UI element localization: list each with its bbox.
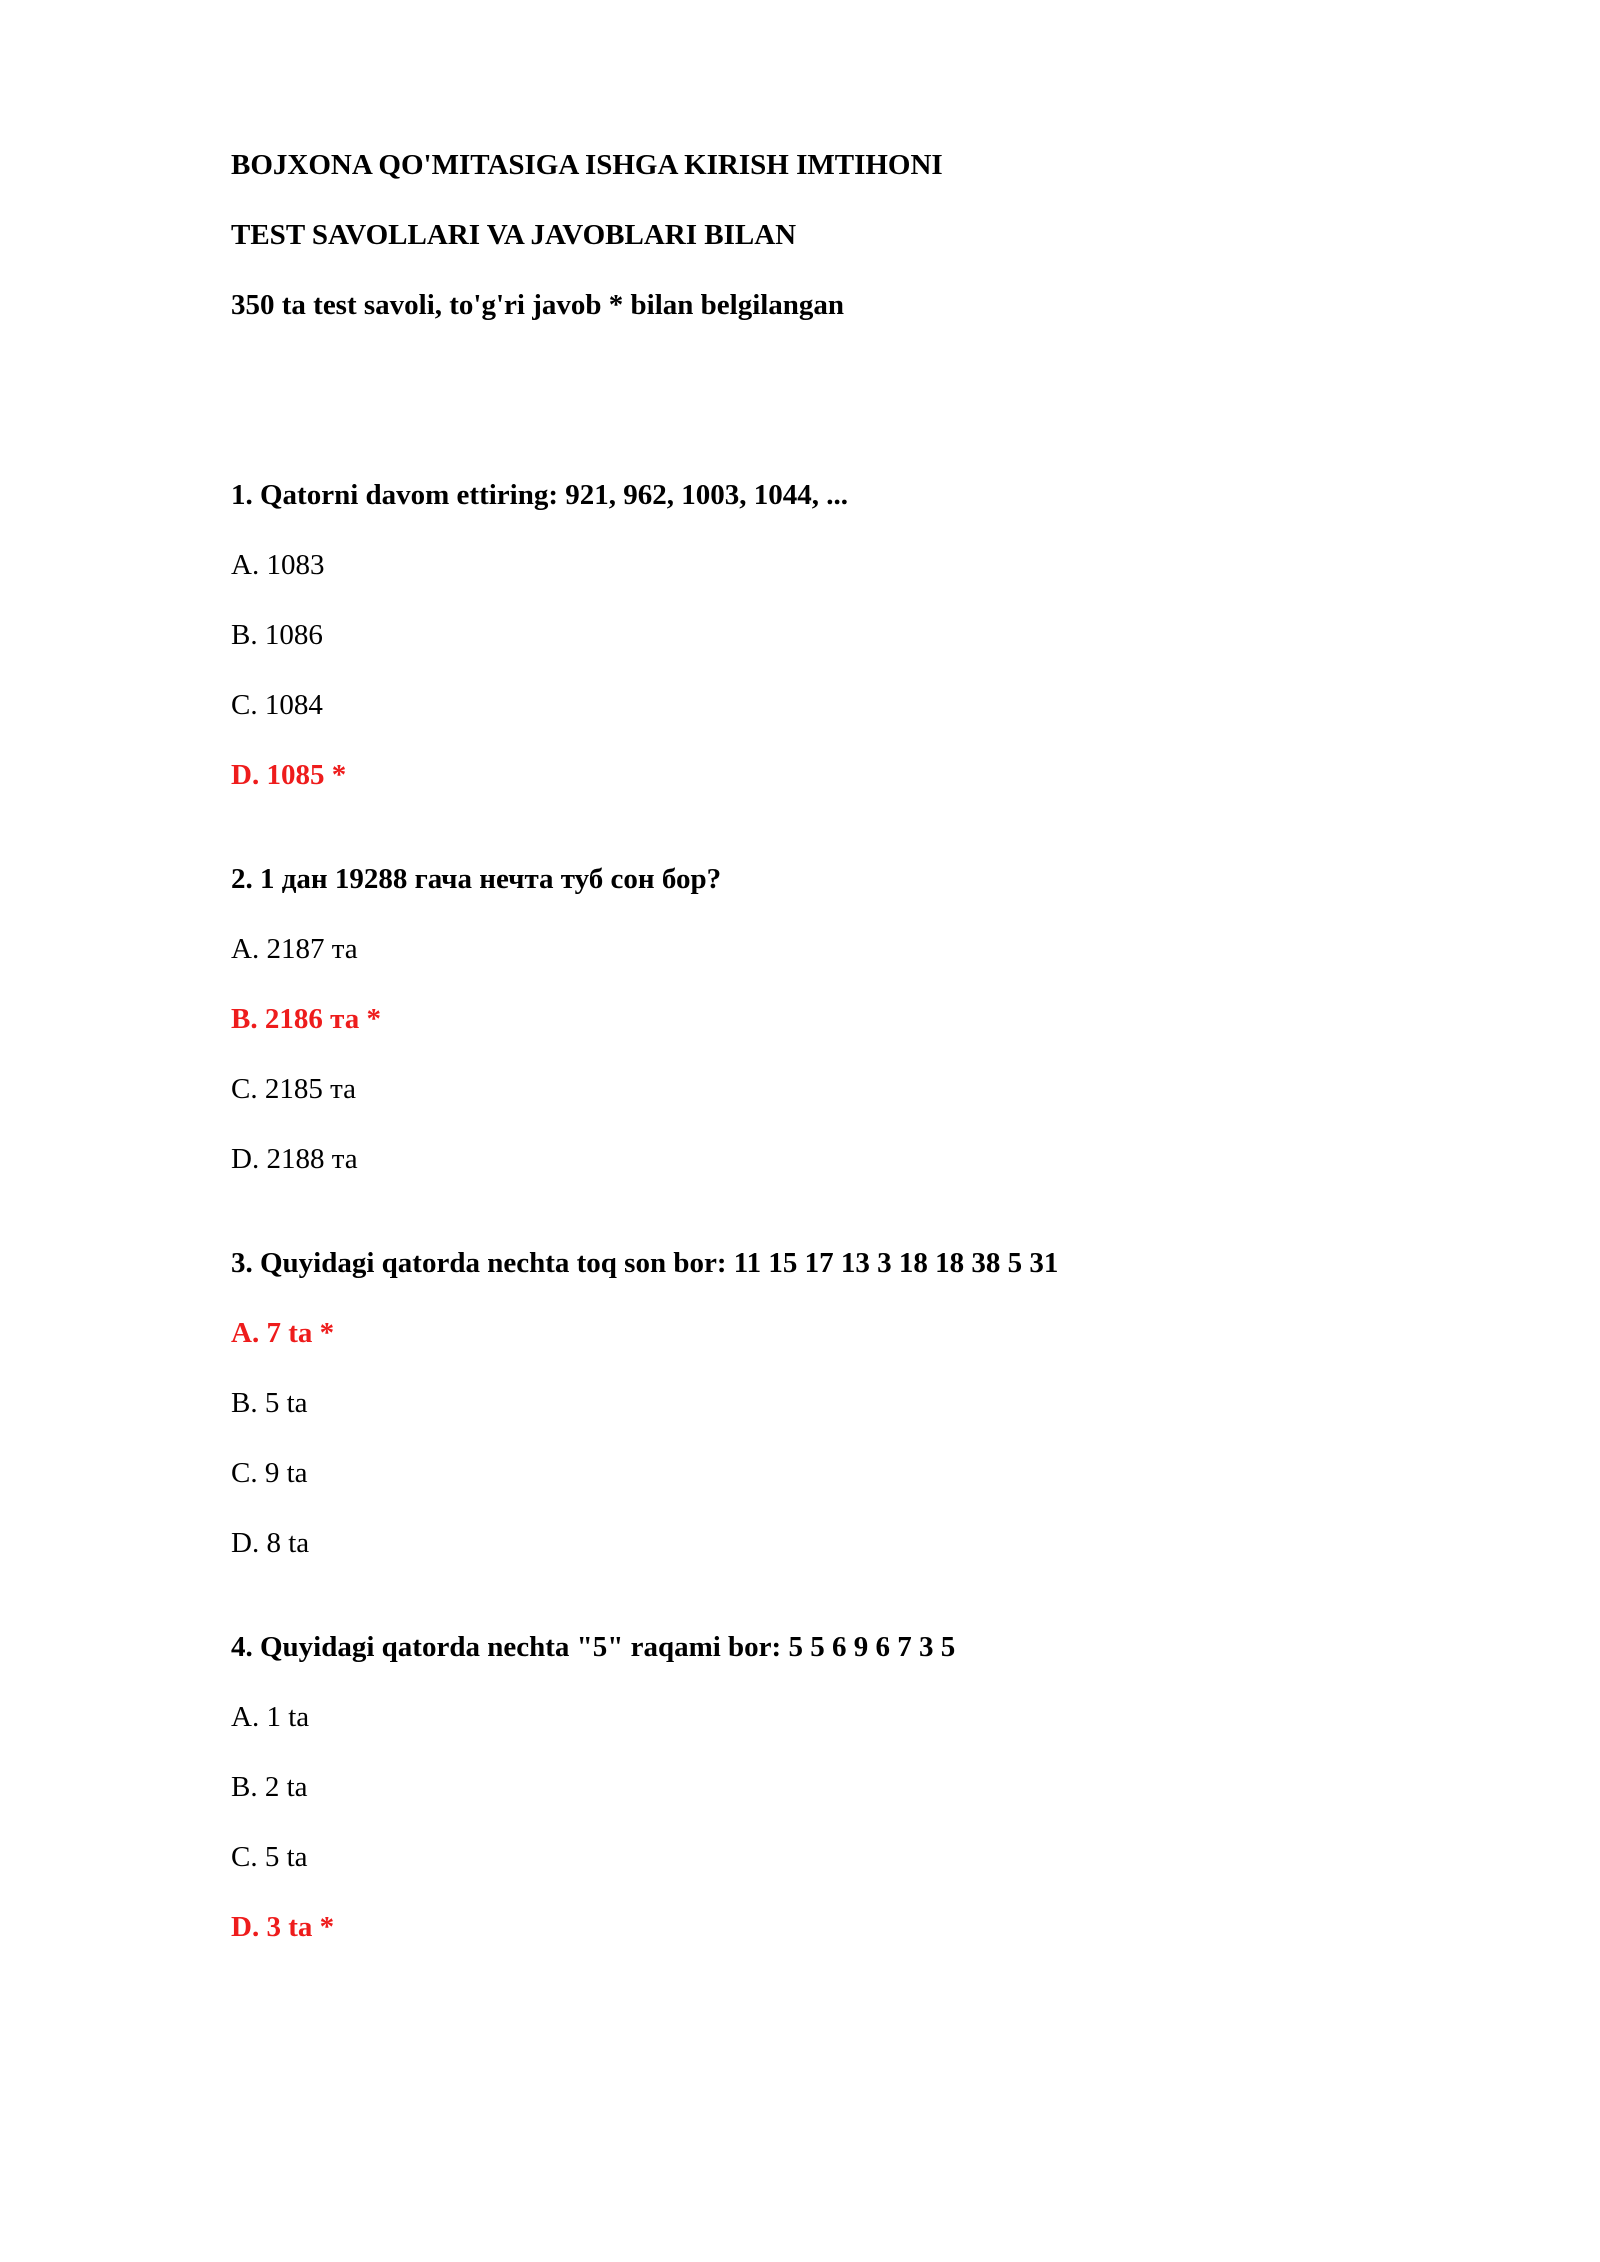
correct-answer-option: B. 2186 та * bbox=[231, 1003, 381, 1035]
document-page bbox=[231, 148, 1431, 1944]
answer-option: B. 5 ta bbox=[231, 1387, 308, 1419]
correct-answer-option: D. 1085 * bbox=[231, 759, 347, 791]
answer-option: D. 8 ta bbox=[231, 1527, 310, 1559]
answer-option: A. 1 ta bbox=[231, 1701, 310, 1733]
document-title: BOJXONA QO'MITASIGA ISHGA KIRISH IMTIHONI bbox=[231, 149, 943, 181]
answer-option: C. 5 ta bbox=[231, 1841, 308, 1873]
document-description: 350 ta test savoli, to'g'ri javob * bilan belgilangan bbox=[231, 289, 845, 321]
question-3 bbox=[231, 1246, 1431, 1560]
answer-option: A. 2187 та bbox=[231, 933, 358, 965]
question-list bbox=[231, 478, 1431, 1944]
question-1 bbox=[231, 478, 1431, 792]
question-text: 3. Quyidagi qatorda nechta toq son bor: 11 15 17 13 3 18 18 38 5 31 bbox=[231, 1247, 1059, 1279]
question-2 bbox=[231, 862, 1431, 1176]
question-text: 2. 1 дан 19288 гача нечта туб сон бор? bbox=[231, 863, 722, 895]
answer-option: B. 1086 bbox=[231, 619, 323, 651]
question-4 bbox=[231, 1630, 1431, 1944]
question-text: 4. Quyidagi qatorda nechta "5" raqami bor: 5 5 6 9 6 7 3 5 bbox=[231, 1631, 956, 1663]
question-text: 1. Qatorni davom ettiring: 921, 962, 1003, 1044, ... bbox=[231, 479, 849, 511]
answer-option: D. 2188 та bbox=[231, 1143, 358, 1175]
correct-answer-option: A. 7 ta * bbox=[231, 1317, 335, 1349]
answer-option: A. 1083 bbox=[231, 549, 325, 581]
correct-answer-option: D. 3 ta * bbox=[231, 1911, 335, 1943]
answer-option: C. 1084 bbox=[231, 689, 323, 721]
answer-option: B. 2 ta bbox=[231, 1771, 308, 1803]
document-header bbox=[231, 148, 1431, 322]
answer-option: C. 9 ta bbox=[231, 1457, 308, 1489]
document-subtitle: TEST SAVOLLARI VA JAVOBLARI BILAN bbox=[231, 219, 797, 251]
answer-option: C. 2185 та bbox=[231, 1073, 356, 1105]
